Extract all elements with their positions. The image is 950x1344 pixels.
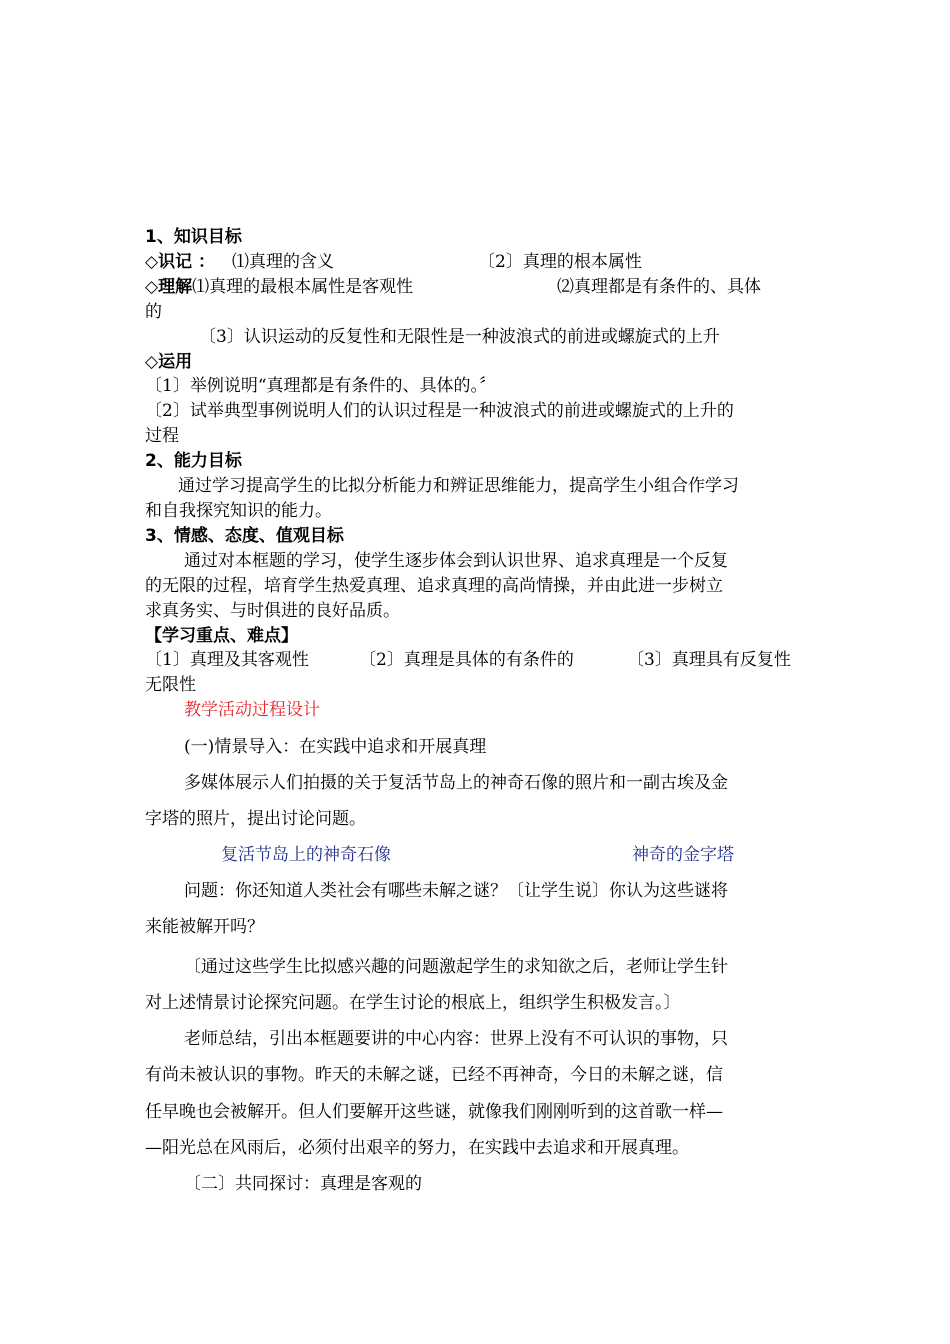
emotion-text-line-1: 通过对本框题的学习，使学生逐步体会到认识世界、追求真理是一个反复 (184, 551, 728, 571)
ability-objectives-heading: 2、能力目标 (145, 451, 242, 471)
summary-line-1: 老师总结，引出本框题要讲的中心内容：世界上没有不可认识的事物，只 (184, 1029, 728, 1049)
understand-item-2: ⑵真理都是有条件的、具体 (557, 277, 761, 297)
intro-text-line-1: 多媒体展示人们拍摄的关于复活节岛上的神奇石像的照片和一副古埃及金 (184, 773, 728, 793)
memorize-item-2: 〔2〕真理的根本属性 (478, 252, 642, 272)
knowledge-objectives-heading: 1、知识目标 (145, 227, 242, 247)
summary-line-2: 有尚未被认识的事物。昨天的未解之谜，已经不再神奇，今日的未解之谜，信 (145, 1065, 723, 1085)
understand-line (145, 275, 413, 299)
memorize-line (145, 250, 215, 274)
emotion-text-line-3: 求真务实、与时俱进的良好品质。 (145, 601, 400, 621)
apply-item-1: 〔1〕举例说明“真理都是有条件的、具体的。〞 (145, 376, 497, 396)
memorize-label: ◇识记 (145, 252, 193, 272)
summary-line-3: 任早晚也会被解开。但人们要解开这些谜，就像我们刚刚听到的这首歌一样— (145, 1102, 723, 1122)
emotion-objectives-heading: 3、情感、态度、值观目标 (145, 526, 344, 546)
key-points-heading: 【学习重点、难点】 (145, 626, 298, 646)
note-line-2: 对上述情景讨论探究问题。在学生讨论的根底上，组织学生积极发言。〕 (145, 993, 681, 1013)
section-1-heading: (一)情景导入：在实践中追求和开展真理 (184, 737, 487, 757)
apply-item-2: 〔2〕试举典型事例说明人们的认识过程是一种波浪式的前进或螺旋式的上升的 (145, 401, 734, 421)
understand-item-1: ⑴真理的最根本属性是客观性 (192, 277, 414, 297)
memorize-item-1: ⑴真理的含义 (232, 252, 334, 272)
question-line-1: 问题：你还知道人类社会有哪些未解之谜？〔让学生说〕你认为这些谜将 (184, 881, 728, 901)
key-point-1: 〔1〕真理及其客观性 (145, 650, 309, 670)
memorize-separator: ： (192, 252, 215, 272)
understand-label: ◇理解 (145, 277, 193, 297)
ability-text-line-1: 通过学习提高学生的比拟分析能力和辨证思维能力，提高学生小组合作学习 (178, 476, 739, 496)
key-point-3: 〔3〕真理具有反复性 (627, 650, 791, 670)
intro-text-line-2: 字塔的照片，提出讨论问题。 (145, 809, 366, 829)
question-line-2: 来能被解开吗？ (145, 917, 264, 937)
key-point-3-continued: 无限性 (145, 675, 196, 695)
summary-line-4: —阳光总在风雨后，必须付出艰辛的努力，在实践中去追求和开展真理。 (145, 1138, 689, 1158)
section-2-heading: 〔二〕共同探讨：真理是客观的 (184, 1174, 422, 1194)
caption-easter-island-statues: 复活节岛上的神奇石像 (221, 845, 391, 865)
emotion-text-line-2: 的无限的过程，培育学生热爱真理、追求真理的高尚情操，并由此进一步树立 (145, 576, 723, 596)
ability-text-line-2: 和自我探究知识的能力。 (145, 501, 332, 521)
understand-item-3: 〔3〕认识运动的反复性和无限性是一种波浪式的前进或螺旋式的上升 (199, 327, 720, 347)
caption-pyramids: 神奇的金字塔 (632, 845, 734, 865)
activity-design-title: 教学活动过程设计 (184, 700, 320, 720)
note-line-1: 〔通过这些学生比拟感兴趣的问题激起学生的求知欲之后，老师让学生针 (184, 957, 728, 977)
apply-item-2-continued: 过程 (145, 426, 179, 446)
apply-label: ◇运用 (145, 352, 193, 372)
key-point-2: 〔2〕真理是具体的有条件的 (359, 650, 574, 670)
understand-item-2-continued: 的 (145, 302, 162, 322)
